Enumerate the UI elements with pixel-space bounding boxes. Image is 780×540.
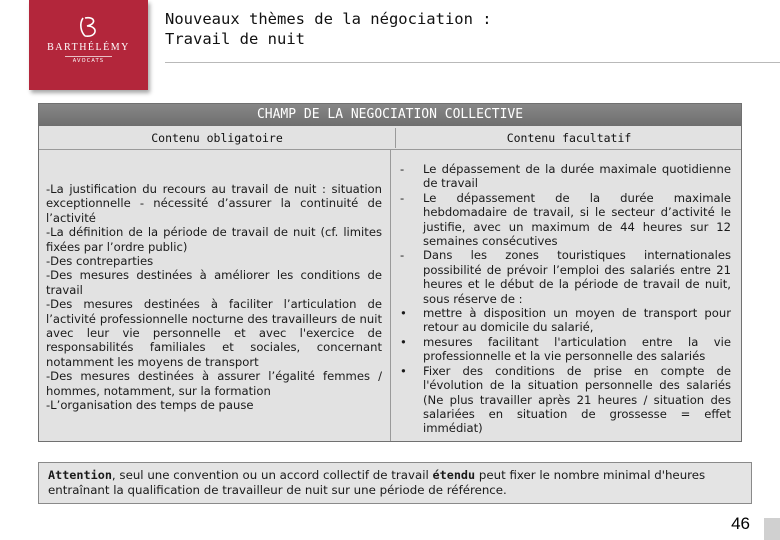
list-item-text: mesures facilitant l'articulation entre la vie professionnelle et la vie personnelle des salariés [423,334,731,364]
bullet-marker: • [400,306,407,321]
list-item [396,162,731,191]
dash-marker: - [400,190,405,205]
list-item [396,306,731,335]
page-number: 46 [731,514,750,533]
list-item: -Des mesures destinées à faciliter l’articulation de l’activité professionnelle nocturne des travailleurs de nuit avec leur vie personnelle et avec l'exercice de responsabilités familiales et sociales, concernant notamment les moyens de transport [46,297,382,369]
bullet-marker: • [400,334,407,349]
list-item-text: Dans les zones touristiques internationales possibilité de prévoir l’emploi des salariés entre 21 heures et le début de la période de travail de nuit, sous réserve de : [423,248,731,306]
logo [29,0,148,90]
logo-divider [65,56,112,57]
mandatory-content [46,182,382,413]
list-item: -La définition de la période de travail de nuit (cf. limites fixées par l’ordre public) [46,225,382,254]
title-line-1: Nouveaux thèmes de la négociation : [165,10,492,28]
attention-label: Attention [48,468,112,482]
dash-marker: - [400,248,405,263]
list-item [396,248,731,306]
list-item: -L’organisation des temps de pause [46,398,254,413]
list-item [396,191,731,249]
list-item [396,364,731,436]
dash-marker: - [400,162,405,176]
attention-text-b: peut fixer le nombre minimal d'heures entraînant la qualification de travailleur de nuit sur une période de référence. [48,468,706,497]
list-item: -Des contreparties [46,254,154,269]
list-item-text: mettre à disposition un moyen de transport pour retour au domicile du salarié, [423,306,731,335]
title-underline [165,62,780,63]
bullet-marker: • [400,363,407,378]
negotiation-table [38,103,742,442]
list-item: -Des mesures destinées à améliorer les conditions de travail [46,268,382,297]
attention-note [38,462,752,504]
attention-text-a: , seul une convention ou un accord collectif de travail [111,468,433,482]
list-item [396,335,731,364]
table-header: CHAMP DE LA NEGOCIATION COLLECTIVE [39,104,741,126]
optional-content [396,162,731,436]
monogram-icon [29,14,148,40]
list-item: -Des mesures destinées à assurer l’égalité femmes / hommes, notamment, sur la formation [46,369,382,398]
column-header-optional: Contenu facultatif [506,131,632,145]
title-line-2: Travail de nuit [165,30,305,48]
slide-corner [764,518,780,540]
list-item: -La justification du recours au travail de nuit : situation exceptionnelle - nécessité d’assurer la continuité de l’activité [46,182,382,225]
list-item-text: Fixer des conditions de prise en compte de l'évolution de la situation personnelle des salariés (Ne plus travailler après 21 heures / situation des salariées en situation de grossesse = effet immédiat) [423,363,731,436]
cell-divider [390,150,391,441]
page-title [165,9,492,49]
list-item-text: Le dépassement de la durée maximale quotidienne de travail [423,162,731,191]
logo-subtitle: AVOCATS [72,58,105,64]
logo-brand: BARTHÉLÉMY [47,42,130,53]
attention-emphasis: étendu [432,468,476,482]
list-item-text: Le dépassement de la durée maximale hebdomadaire de travail, si le secteur d’activité le justifie, avec un maximum de 44 heures sur 12 semaines consécutives [423,190,731,249]
column-header-mandatory: Contenu obligatoire [151,131,283,145]
